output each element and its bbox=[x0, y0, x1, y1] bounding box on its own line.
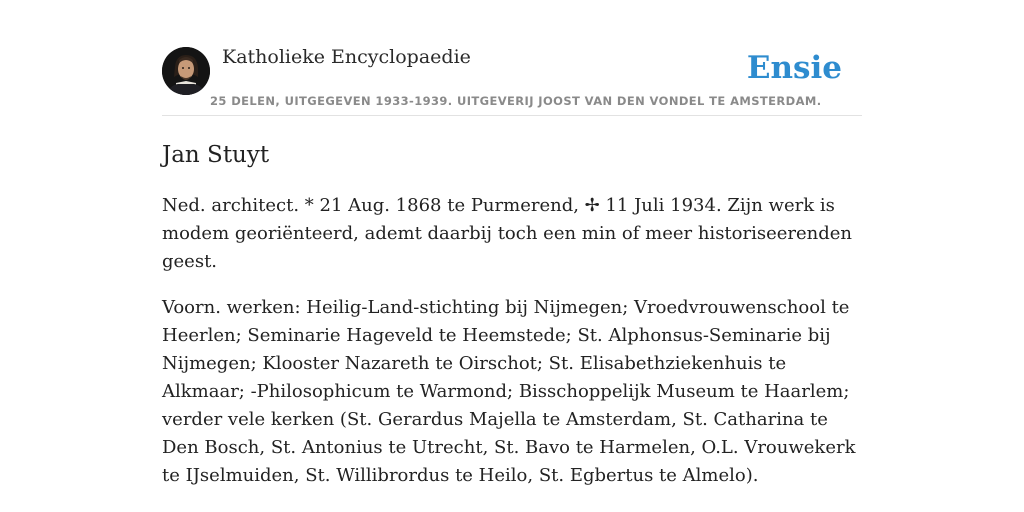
publication-avatar[interactable] bbox=[162, 47, 210, 95]
publication-title[interactable]: Katholieke Encyclopaedie bbox=[222, 46, 471, 68]
ensie-logo[interactable]: Ensie bbox=[746, 50, 842, 86]
publication-header bbox=[162, 0, 862, 116]
entry-title: Jan Stuyt bbox=[162, 142, 270, 168]
entry-body bbox=[162, 192, 862, 490]
publication-subtitle: 25 DELEN, UITGEGEVEN 1933-1939. UITGEVERIJ JOOST VAN DEN VONDEL TE AMSTERDAM. bbox=[210, 94, 822, 108]
entry-paragraph: Voorn. werken: Heilig-Land-stichting bij Nijmegen; Vroedvrouwenschool te Heerlen; Seminarie Hageveld te Heemstede; St. Alphonsus-Seminarie bij Nijmegen; Klooster Nazareth te Oirschot; St. Elisabethziekenhuis te Alkmaar; -Philosophicum te Warmond; Bisschoppelijk Museum te Haarlem; verder vele kerken (St. Gerardus Majella te Amsterdam, St. Catharina te Den Bosch, St. Antonius te Utrecht, St. Bavo te Harmelen, O.L. Vrouwekerk te IJselmuiden, St. Willibrordus te Heilo, St. Egbertus te Almelo). bbox=[162, 297, 856, 486]
entry-paragraph: Ned. architect. * 21 Aug. 1868 te Purmerend, ✢ 11 Juli 1934. Zijn werk is modem georiënteerd, ademt daarbij toch een min of meer historiseerenden geest. bbox=[162, 195, 853, 272]
portrait-icon bbox=[162, 47, 210, 95]
page bbox=[162, 0, 862, 490]
